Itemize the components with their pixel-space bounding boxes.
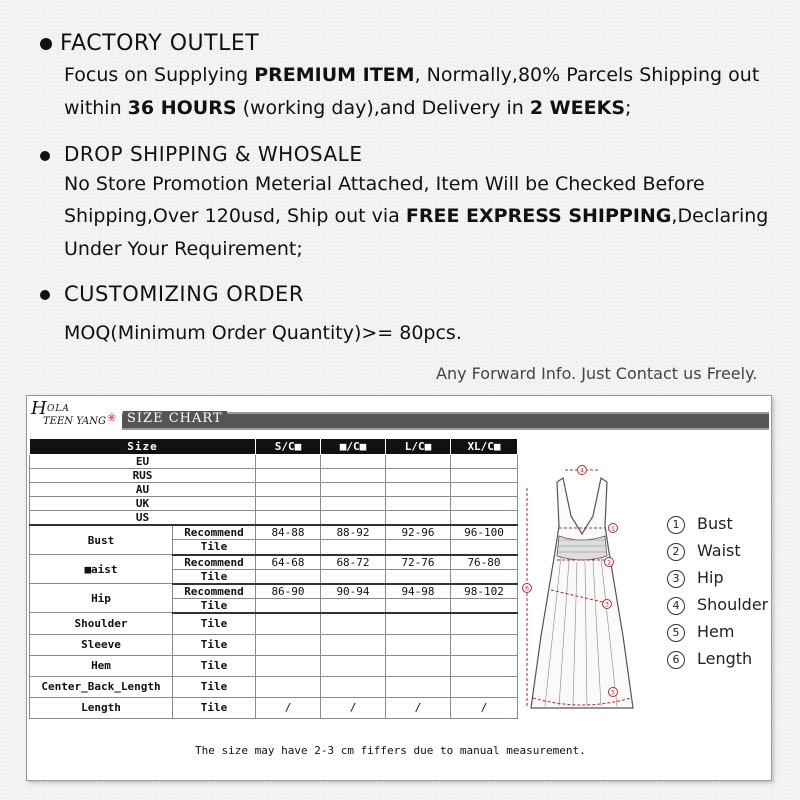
table-row	[30, 525, 518, 540]
text-line	[64, 322, 462, 344]
text-line	[64, 64, 759, 86]
sub-label: Tile	[173, 613, 256, 635]
contact-note: Any Forward Info. Just Contact us Freely.	[436, 364, 758, 383]
legend-label: Waist	[697, 541, 741, 560]
legend-number: 2	[667, 543, 685, 561]
value-cell	[451, 540, 518, 555]
table-cell	[386, 469, 451, 483]
table-cell	[386, 483, 451, 497]
value-cell	[386, 598, 451, 613]
value-cell	[386, 634, 451, 655]
table-cell	[321, 455, 386, 469]
size-chart	[26, 395, 772, 781]
measure-label: Hem	[30, 655, 173, 676]
bow-icon: ❀	[107, 411, 117, 424]
measure-marker-label: 6	[525, 585, 529, 593]
measure-label: Center_Back_Length	[30, 676, 173, 697]
sub-label: Tile	[173, 598, 256, 613]
value-cell: 96-100	[451, 525, 518, 540]
logo-text: TEEN YANG	[43, 416, 106, 427]
value-cell: /	[321, 697, 386, 718]
table-row	[30, 555, 518, 570]
measure-marker-label: 5	[611, 689, 615, 697]
table-cell	[451, 511, 518, 526]
text: (working day),and Delivery in	[236, 97, 530, 119]
value-cell	[386, 676, 451, 697]
table-row	[30, 511, 518, 526]
sub-label: Tile	[173, 655, 256, 676]
value-cell: 98-102	[451, 584, 518, 599]
table-cell	[321, 497, 386, 511]
table-cell	[256, 497, 321, 511]
value-cell	[321, 676, 386, 697]
text: Shipping,Over 120usd, Ship out via	[64, 205, 406, 227]
value-cell	[451, 569, 518, 584]
text-line	[64, 97, 631, 119]
value-cell: 72-76	[386, 555, 451, 570]
table-cell	[321, 483, 386, 497]
measure-label: ■aist	[30, 555, 173, 584]
table-cell	[451, 483, 518, 497]
value-cell	[386, 613, 451, 635]
measure-marker-label: 1	[611, 525, 615, 533]
value-cell: /	[386, 697, 451, 718]
value-cell	[256, 655, 321, 676]
sub-label: Tile	[173, 540, 256, 555]
header-cell: Size	[30, 439, 256, 455]
value-cell	[321, 655, 386, 676]
header-cell: L/C■	[386, 439, 451, 455]
measure-marker-label: 2	[607, 559, 611, 567]
table-row	[30, 497, 518, 511]
value-cell	[321, 613, 386, 635]
value-cell	[256, 634, 321, 655]
legend-item	[667, 649, 752, 669]
table-cell	[451, 469, 518, 483]
section-title: FACTORY OUTLET	[60, 31, 260, 56]
table-row	[30, 483, 518, 497]
legend-number: 5	[667, 624, 685, 642]
value-cell	[451, 613, 518, 635]
value-cell	[451, 634, 518, 655]
text-line	[64, 173, 705, 195]
table-row	[30, 469, 518, 483]
text: , Normally,80% Parcels Shipping out	[414, 64, 760, 86]
table-cell	[386, 497, 451, 511]
table-row	[30, 584, 518, 599]
size-table	[29, 438, 518, 719]
value-cell	[256, 613, 321, 635]
table-cell	[386, 455, 451, 469]
table-cell	[256, 483, 321, 497]
text: Under Your Requirement;	[64, 238, 303, 260]
sub-label: Recommend	[173, 584, 256, 599]
text: Focus on Supplying	[64, 64, 255, 86]
section-title: CUSTOMIZING ORDER	[64, 282, 304, 306]
sub-label: Tile	[173, 676, 256, 697]
value-cell	[451, 598, 518, 613]
value-cell	[386, 655, 451, 676]
legend-number: 6	[667, 651, 685, 669]
text: within	[64, 97, 128, 119]
bullet-icon	[40, 290, 50, 300]
value-cell	[321, 540, 386, 555]
sub-label: Recommend	[173, 555, 256, 570]
size-chart-header	[27, 398, 771, 430]
value-cell: /	[256, 697, 321, 718]
value-cell	[321, 569, 386, 584]
sub-label: Tile	[173, 569, 256, 584]
measure-label: Shoulder	[30, 613, 173, 635]
legend-item	[667, 595, 768, 615]
legend-label: Hip	[697, 568, 724, 587]
value-cell: 86-90	[256, 584, 321, 599]
text: ,Declaring	[671, 205, 769, 227]
value-cell	[386, 569, 451, 584]
value-cell	[451, 655, 518, 676]
value-cell: 88-92	[321, 525, 386, 540]
region-label: RUS	[30, 469, 256, 483]
table-cell	[256, 469, 321, 483]
bold-text: 2 WEEKS	[529, 97, 626, 119]
table-cell	[451, 497, 518, 511]
measurement-note: The size may have 2-3 cm fiffers due to manual measurement.	[195, 744, 586, 757]
logo-text: H	[31, 398, 47, 419]
region-label: UK	[30, 497, 256, 511]
table-row	[30, 455, 518, 469]
dress-outline	[531, 478, 633, 708]
bullet-icon	[40, 38, 52, 50]
table-row	[30, 697, 518, 718]
logo-text: OLA	[47, 404, 70, 414]
region-label: EU	[30, 455, 256, 469]
value-cell: 90-94	[321, 584, 386, 599]
value-cell	[321, 598, 386, 613]
table-cell	[321, 469, 386, 483]
table-row	[30, 613, 518, 635]
header-cell: ■/C■	[321, 439, 386, 455]
measure-label: Hip	[30, 584, 173, 613]
table-row	[30, 439, 518, 455]
table-cell	[256, 455, 321, 469]
text: No Store Promotion Meterial Attached, Item Will be Checked Before	[64, 173, 705, 195]
measure-marker-label: 4	[580, 467, 584, 475]
sub-label: Tile	[173, 634, 256, 655]
legend-item	[667, 514, 733, 534]
text-line	[64, 205, 768, 227]
value-cell: 64-68	[256, 555, 321, 570]
legend-label: Hem	[697, 622, 735, 641]
measure-label: Bust	[30, 525, 173, 555]
value-cell	[386, 540, 451, 555]
legend-number: 4	[667, 597, 685, 615]
legend-item	[667, 541, 741, 561]
table-cell	[451, 455, 518, 469]
value-cell	[256, 569, 321, 584]
measure-label: Length	[30, 697, 173, 718]
legend-label: Shoulder	[697, 595, 769, 614]
table-cell	[321, 511, 386, 526]
legend-number: 3	[667, 570, 685, 588]
table-row	[30, 655, 518, 676]
value-cell: 84-88	[256, 525, 321, 540]
legend-number: 1	[667, 516, 685, 534]
text: ;	[625, 97, 632, 119]
brand-logo	[31, 398, 121, 432]
value-cell	[256, 598, 321, 613]
value-cell: /	[451, 697, 518, 718]
sub-label: Recommend	[173, 525, 256, 540]
header-cell: S/C■	[256, 439, 321, 455]
legend-item	[667, 622, 734, 642]
measure-marker-label: 3	[605, 601, 609, 609]
region-label: US	[30, 511, 256, 526]
legend-label: Bust	[697, 514, 733, 533]
value-cell	[256, 676, 321, 697]
table-row	[30, 676, 518, 697]
measure-label: Sleeve	[30, 634, 173, 655]
bold-text: FREE EXPRESS SHIPPING	[405, 205, 672, 227]
legend-item	[667, 568, 724, 588]
value-cell: 94-98	[386, 584, 451, 599]
value-cell	[451, 676, 518, 697]
value-cell	[321, 634, 386, 655]
sub-label: Tile	[173, 697, 256, 718]
dress-diagram	[521, 456, 643, 718]
bold-text: 36 HOURS	[127, 97, 237, 119]
table-cell	[386, 511, 451, 526]
dress-waistband	[557, 536, 607, 560]
table-cell	[256, 511, 321, 526]
value-cell: 68-72	[321, 555, 386, 570]
text: MOQ(Minimum Order Quantity)>= 80pcs.	[64, 322, 462, 344]
region-label: AU	[30, 483, 256, 497]
size-chart-title: SIZE CHART	[123, 411, 227, 426]
value-cell: 92-96	[386, 525, 451, 540]
table-row	[30, 634, 518, 655]
value-cell: 76-80	[451, 555, 518, 570]
value-cell	[256, 540, 321, 555]
bold-text: PREMIUM ITEM	[254, 64, 415, 86]
section-title: DROP SHIPPING & WHOSALE	[64, 142, 363, 166]
legend-label: Length	[697, 649, 753, 668]
header-cell: XL/C■	[451, 439, 518, 455]
text-line	[64, 238, 303, 260]
bullet-icon	[40, 151, 50, 161]
